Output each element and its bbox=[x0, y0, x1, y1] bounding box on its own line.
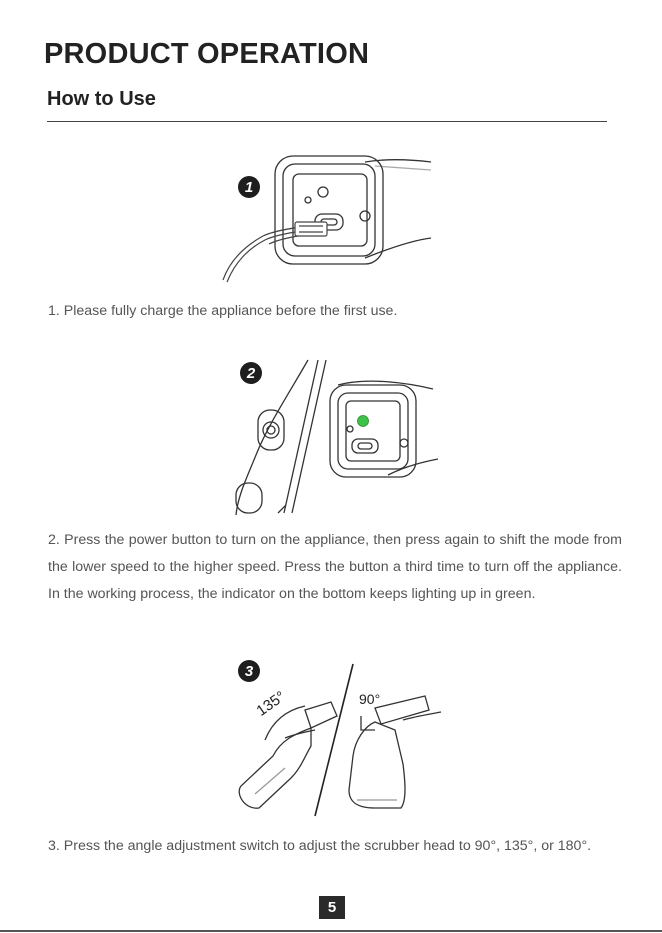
header-divider bbox=[47, 121, 607, 122]
angle-90-label: 90° bbox=[359, 691, 381, 707]
angle-135-label: 135° bbox=[253, 688, 289, 720]
power-button-illustration bbox=[228, 355, 438, 515]
step-3-text: 3. Press the angle adjustment switch to adjust the scrubber head to 90°, 135°, or 180°. bbox=[48, 838, 592, 854]
angle-adjustment-illustration bbox=[225, 660, 445, 820]
footer-divider bbox=[0, 930, 662, 932]
step-1-text: 1. Please fully charge the appliance before the first use. bbox=[48, 303, 398, 319]
step-1-badge: 1 bbox=[238, 176, 260, 198]
step-2-text: 2. Press the power button to turn on the appliance, then press again to shift the mode from the lower speed to the higher speed. Press the button a third time to turn off the appliance. In the working process, the indicator on the bottom keeps lighting up in green. bbox=[48, 532, 622, 602]
page-title: PRODUCT OPERATION bbox=[44, 38, 370, 70]
step-3-badge: 3 bbox=[238, 660, 260, 682]
charging-illustration bbox=[215, 148, 435, 283]
indicator-light bbox=[358, 416, 369, 427]
step-2-badge: 2 bbox=[240, 362, 262, 384]
section-subtitle: How to Use bbox=[47, 88, 156, 110]
page-number: 5 bbox=[319, 896, 345, 919]
